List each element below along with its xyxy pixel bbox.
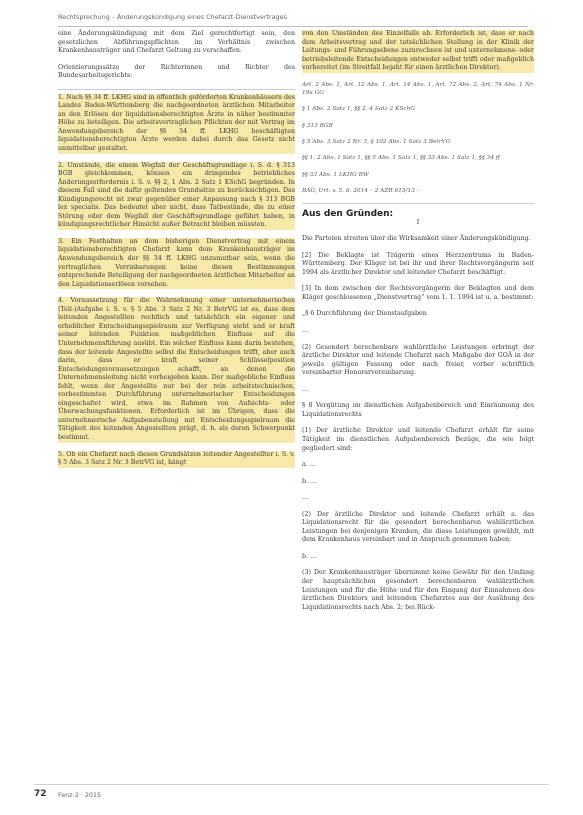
page-number: 72 — [34, 789, 47, 799]
guiding-principle-4: 4. Voraussetzung für die Wahrnehmung einer unternehmerischen (Teil-)Aufgabe i. S. v. § 5 Abs. 3 Satz 2 Nr. 3 BetrVG ist es, dass dem leitenden Angestellten rechtlich und tatsächlich ein eigener und erheblicher Entscheidungsspielraum zur Verfügung steht und er kraft seiner leitenden Funktion maßgeblichen Einfluss auf die Unternehmensführung ausübt. Ein solcher Einfluss kann darin bestehen, dass der leitende Angestellte selbst die Entscheidungen trifft, aber auch darin, dass er kraft seiner Schlüsselposition Entscheidungsvoraussetzungen schafft, an denen die Unternehmensleitung nicht vorbeigehen kann. Der maßgebliche Einfluss fehlt, wenn der Angestellte nur bei der rein arbeitstechnischen, vorbestimmten Durchführung unternehmerischer Entscheidungen eingeschaltet wird, etwa im Rahmen von Aufsichts- oder Überwachungsfunktionen. Erforderlich ist im Übrigen, dass die unternehmerische Aufgabenstellung mit Entscheidungsspielraum die Tätigkeit des leitenden Angestellten prägt, d. h. als deren Schwerpunkt bestimmt. — [58, 297, 295, 441]
guiding-principle-3: 3. Ein Festhalten an dem bisherigen Dienstvertrag mit einem liquidationsberechtigten Chefarzt kann dem Krankenhausträger im Anwendungsbereich der §§ 34 ff. LKHG unzumutbar sein, wenn die vertraglichen Verrinbarungen keine diesen Bestimmungen entsprechende Beteiligung der nachgeordneten ärztlichen Mitarbeiter an den Liquidationserlösen vorsehen. — [58, 237, 295, 288]
ellipsis: … — [302, 327, 309, 335]
section-heading: Aus den Gründen: — [302, 209, 394, 220]
statute-citation: § 313 BGB — [302, 122, 333, 129]
running-header — [58, 10, 528, 27]
contract-clause: § 8 Vergütung im dienstlichen Aufgabenbereich und Einräumung des Liquidationsrechts — [302, 402, 534, 418]
page-footer — [34, 784, 549, 805]
contract-clause: b. … — [302, 552, 317, 560]
paragraph: [3] In dem zwischen der Rechtsvorgängerin der Beklagten und dem Kläger geschlossenen „Dienstvertrag“ vom 1. 1. 1994 ist u. a. bestimmt: — [302, 285, 534, 301]
orientation-heading: Orientierungssätze der Richterinnen und Richter des Bundesarbeitsgerichts: — [58, 63, 295, 80]
paragraph: von den Umständen des Einzelfalls ab. Erforderlich ist, dass er nach dem Arbeitsvertrag und der tatsächlichen Stellung in der Klinik der Leitungs- und Führungsebene zuzurechnen ist und unternehmens- oder betriebsleitende Entscheidungen entweder selbst trifft oder maßgeblich vorbereitet (im Streitfall bejaht für einen ärztlichen Direktor). — [302, 30, 534, 72]
ellipsis: … — [302, 385, 309, 393]
contract-clause: „§ 6 Durchführung der Dienstaufgaben — [302, 310, 427, 318]
divider — [302, 203, 534, 204]
contract-clause: b. … — [302, 477, 317, 485]
statute-citation: Art. 2 Abs. 1, Art. 12 Abs. 1, Art. 14 Abs. 1, Art. 72 Abs. 2, Art. 74 Abs. 1 Nr. 19a GG — [302, 81, 534, 97]
guiding-principle-1: 1. Nach §§ 34 ff. LKHG sind in öffentlich geförderten Krankenhäusern des Landes Baden-Württemberg die nachgeordneten ärztlichen Mitarbeiter an den Erlösen der liquidationsberechtigten Ärzte in näher bestimmter Höhe zu beteiligen. Die arbeitsvertraglichen Pflichten der mit Vertrag im Anwendungsbereich der §§ 34 ff. LKHG beschäftigten liquidationsberechtigten Ärzte werden dabei durch das Gesetz nicht unmittelbar gestaltet. — [58, 93, 295, 153]
contract-clause: (3) Der Krankenhausträger übernimmt keine Gewähr für den Umfang der hauptsächlichen gesondert berechenbaren wahlärztlichen Leistungen und für die Höhe und für den Eingang der Einnahmen des ärztlichen Direktors und leitenden Chefarztes aus der Ausübung des Liquidationsrechts nach Abs. 2; bei Rück- — [302, 569, 534, 611]
contract-clause: (1) Der ärztliche Direktor und leitende Chefarzt erhält für seine Tätigkeit im dienstlichen Aufgabenbereich Bezüge, die wie folgt gegliedert sind: — [302, 427, 534, 452]
judgment-reference: BAG, Urt. v. 5. 6. 2014 – 2 AZR 615/13 – — [302, 187, 420, 194]
roman-numeral: I — [416, 218, 420, 226]
statute-citation: § 5 Abs. 3 Satz 2 Nr. 3, § 102 Abs. 1 Satz 3 BetrVG — [302, 138, 451, 145]
statute-citation: §§ 1, 2 Abs. 1 Satz 1, §§ 5 Abs. 1 Satz 1, §§ 33 Abs. 1 Satz 1, §§ 34 ff. — [302, 155, 502, 162]
right-column — [302, 30, 534, 620]
contract-clause: (2) Der ärztliche Direktor und leitende Chefarzt erhält a. das Liquidationsrecht für die gesondert berechenbaren wahlärztlichen Leistungen bei denjenigen Kranken, die diese Leistungen gewählt, mit dem Krankenhaus vereinbart und in Anspruch genommen haben; — [302, 510, 534, 544]
divider — [58, 89, 295, 90]
guiding-principle-5: 5. Ob ein Chefarzt nach diesen Grundsätzen leitender Angestellter i. S. v. § 5 Abs. 3 Satz 2 Nr. 3 BetrVG ist, hängt — [58, 450, 295, 467]
journal-name: Fenz 2 · 2015 — [58, 791, 102, 799]
paragraph: eine Änderungskündigung mit dem Ziel gerechtfertigt sein, den gesetzlichen Abführungspflichten im Verhältnis zwischen Krankenhausträger und Chefarzt Geltung zu verschaffen. — [58, 30, 295, 55]
paragraph: Die Parteien streiten über die Wirksamkeit einer Änderungskündigung. — [302, 235, 531, 243]
left-column — [58, 30, 295, 476]
running-title: Rechtsprechung – Änderungskündigung eines Chefarzt-Dienstvertrages — [58, 13, 287, 21]
paragraph: [2] Die Beklagte ist Trägerin eines Herzzentrums in Baden-Württemberg. Der Kläger ist bei ihr und ihrer Rechtsvorgängerin seit 1994 als ärztlicher Direktor und leitender Chefarzt beschäftigt. — [302, 251, 534, 276]
contract-clause: (2) Gesondert berechenbare wahlärztliche Leistungen erbringt der ärztliche Direktor und leitende Chefarzt nach Maßgabe der GOÄ in der jeweils gültigen Fassung oder nach freier, vorher schriftlich vereinbarter Honorarvereinbarung. — [302, 343, 534, 377]
contract-clause: a. … — [302, 461, 317, 469]
statute-citation: §§ 33 Abs. 1 LKHG BW — [302, 171, 369, 178]
guiding-principle-2: 2. Umstände, die einem Wegfall der Geschäftsgrundlage i. S. d. § 313 BGB gleichkommen, können ein dringendes betriebliches Änderungserfordernis i. S. v. §§ 2, 1 Abs. 2 Satz 1 KSchG begründen. In diesem Fall sind die dafür geltenden Grundsätze zu berücksichtigen. Das Kündigungsrecht ist zwar gegenüber einer Anpassung nach § 313 BGB lex specialis. Das bedeutet aber nicht, dass Tatbestände, die zu einer Störung oder dem Wegfall der Geschäftsgrundlage geführt haben, in kündigungsrechtlicher Hinsicht außer Betracht bleiben müssten. — [58, 161, 295, 229]
ellipsis: … — [302, 494, 309, 502]
statute-citation: § 1 Abs. 2 Satz 1, §§ 2, 4 Satz 2 KSchG — [302, 106, 416, 113]
